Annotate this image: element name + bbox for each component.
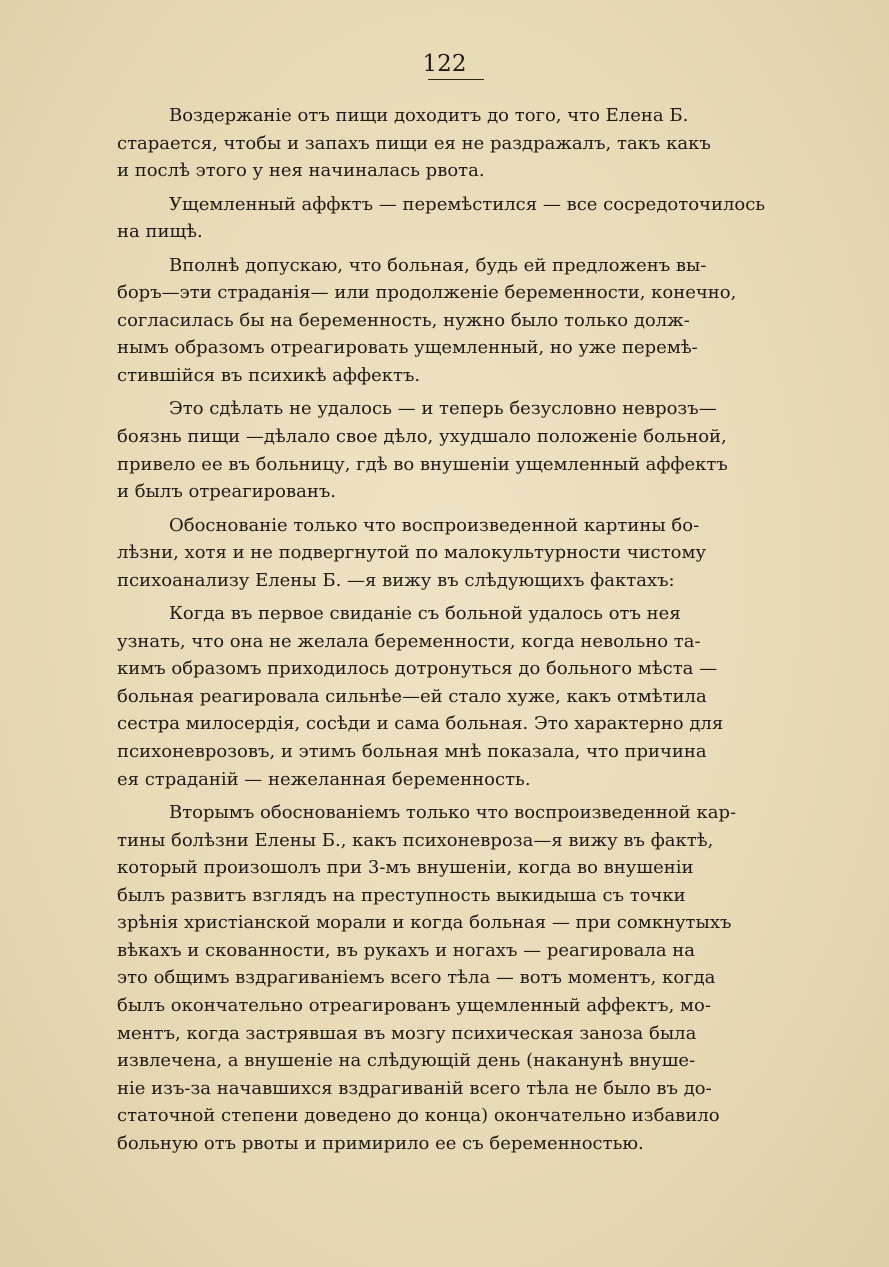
text-line: сестра милосердія, сосѣди и сама больная. Это характерно для [117,713,724,735]
text-line: Обоснованіе только что воспроизведенной картины бо- [169,514,700,536]
text-line: ніе изъ-за начавшихся вздрагиваній всего тѣла не было въ до- [117,1077,712,1099]
text-line: это общимъ вздрагиваніемъ всего тѣла — вотъ моментъ, когда [117,967,716,989]
text-line: старается, чтобы и запахъ пищи ея не раздражалъ, такъ какъ [117,132,711,154]
text-line: и послѣ этого у нея начиналась рвота. [117,160,485,182]
text-line: психоанализу Елены Б. —я вижу въ слѣдующихъ фактахъ: [117,569,675,591]
text-line: узнать, что она не желала беременности, когда невольно та- [117,630,701,652]
paragraph [117,512,814,595]
text-line: больную отъ рвоты и примирило ее съ беременностью. [117,1132,644,1154]
text-line: кимъ образомъ приходилось дотронуться до больного мѣста — [117,658,718,680]
text-line: былъ окончательно отреагированъ ущемленный аффектъ, мо- [117,994,711,1016]
text-line: на пищѣ. [117,221,203,243]
paragraph [117,600,814,793]
paragraph [117,252,814,390]
text-line: боязнь пищи —дѣлало свое дѣло, ухудшало положеніе больной, [117,426,727,448]
text-line: и былъ отреагированъ. [117,481,337,503]
page-number-rule [428,79,484,80]
text-line: лѣзни, хотя и не подвергнутой по малокультурности чистому [117,542,707,564]
text-line: больная реагировала сильнѣе—ей стало хуже, какъ отмѣтила [117,685,707,707]
text-line: стившійся въ психикѣ аффектъ. [117,364,421,386]
page-number: 122 [422,51,467,77]
text-line: зрѣнія христіанской морали и когда больная — при сомкнутыхъ [117,912,732,934]
paragraph [117,191,814,246]
text-line: ментъ, когда застрявшая въ мозгу психическая заноза была [117,1022,697,1044]
text-line: былъ развитъ взглядъ на преступность выкидыша съ точки [117,884,686,906]
text-line: Ущемленный аффктъ — перемѣстился — все сосредоточилось [169,193,766,215]
text-line: статочной степени доведено до конца) окончательно избавило [117,1105,720,1127]
text-line: боръ—эти страданія— или продолженіе беременности, конечно, [117,282,737,304]
text-line: который произошолъ при 3-мъ внушеніи, когда во внушеніи [117,857,694,879]
text-line: Воздержаніе отъ пищи доходитъ до того, что Елена Б. [169,105,689,126]
text-line: привело ее въ больницу, гдѣ во внушеніи ущемленный аффектъ [117,453,728,475]
paragraph [117,799,814,1157]
text-line: Вторымъ обоснованіемъ только что воспроизведенной кар- [169,802,737,824]
text-line: извлечена, а внушеніе на слѣдующій день (наканунѣ внуше- [117,1050,696,1072]
text-line: ея страданій — нежеланная беременность. [117,768,531,790]
text-line: согласилась бы на беременность, нужно было только долж- [117,309,690,331]
text-line: Это сдѣлать не удалось — и теперь безусловно неврозъ— [169,398,717,420]
text-line: тины болѣзни Елены Б., какъ психоневроза—я вижу въ фактѣ, [117,829,714,851]
text-line: психоневрозовъ, и этимъ больная мнѣ показала, что причина [117,741,707,763]
text-line: Вполнѣ допускаю, что больная, будь ей предложенъ вы- [169,254,707,276]
paragraph [117,395,814,505]
text-line: нымъ образомъ отреагировать ущемленный, но уже перемѣ- [117,337,698,359]
body-text [117,102,814,1157]
text-line: вѣкахъ и скованности, въ рукахъ и ногахъ — реагировала на [117,939,696,961]
paragraph [117,102,814,185]
text-line: Когда въ первое свиданіе съ больной удалось отъ нея [169,603,681,625]
